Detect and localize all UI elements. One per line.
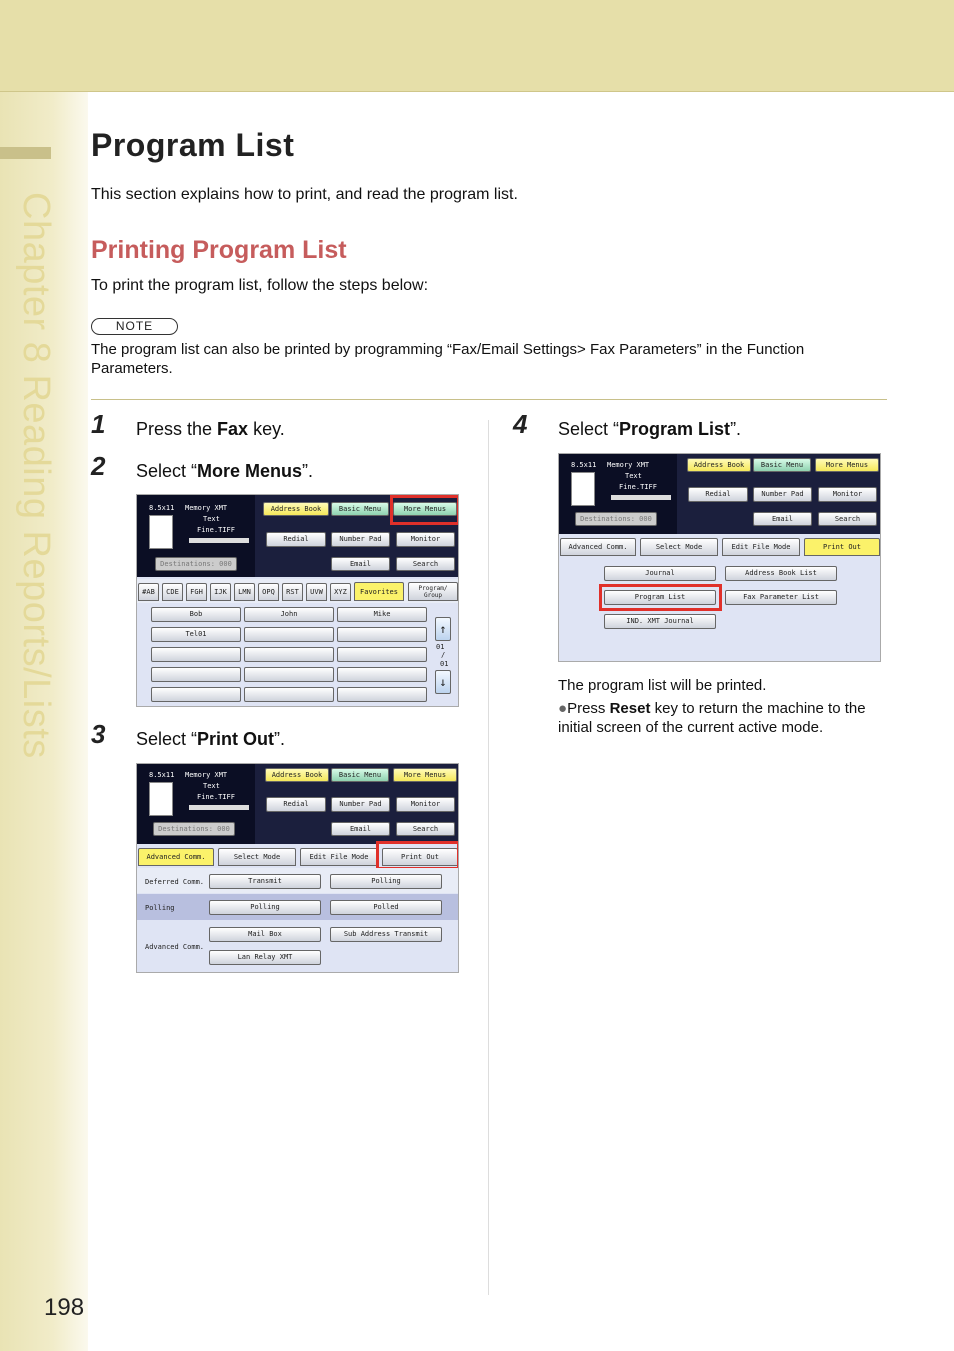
tab-print-out[interactable]: Print Out xyxy=(382,848,458,866)
text-mode: Text xyxy=(203,782,220,790)
more-menus-button[interactable]: More Menus xyxy=(815,458,879,472)
paper-size: 8.5x11 xyxy=(149,771,175,779)
contrast-bar xyxy=(611,495,671,500)
entry-button[interactable] xyxy=(244,687,334,702)
divider xyxy=(91,399,887,400)
more-menus-button[interactable]: More Menus xyxy=(393,768,457,782)
memory-xmt: Memory XMT xyxy=(185,771,228,779)
resolution: Fine.TIFF xyxy=(197,793,235,801)
row-label: Polling xyxy=(145,904,175,912)
entry-button[interactable] xyxy=(337,627,427,642)
monitor-button[interactable]: Monitor xyxy=(396,797,455,812)
step-number: 1 xyxy=(91,409,106,439)
tab-edit-file-mode[interactable]: Edit File Mode xyxy=(722,538,800,556)
search-button[interactable]: Search xyxy=(396,822,455,836)
result-text: The program list will be printed. xyxy=(558,677,767,694)
contrast-bar xyxy=(189,538,249,543)
page-title: Program List xyxy=(91,127,295,163)
email-button[interactable]: Email xyxy=(753,512,812,526)
resolution: Fine.TIFF xyxy=(619,483,657,491)
address-book-button[interactable]: Address Book xyxy=(687,458,751,472)
note-badge: NOTE xyxy=(91,318,178,335)
entry-button[interactable] xyxy=(151,667,241,682)
bullet-icon: ● xyxy=(558,700,568,717)
entry-button[interactable]: Tel01 xyxy=(151,627,241,642)
number-pad-button[interactable]: Number Pad xyxy=(331,532,390,547)
tab-advanced-comm[interactable]: Advanced Comm. xyxy=(560,538,636,556)
monitor-button[interactable]: Monitor xyxy=(396,532,455,547)
top-band xyxy=(0,0,954,92)
polling-button[interactable]: Polling xyxy=(209,900,321,915)
entry-button[interactable]: Mike xyxy=(337,607,427,622)
memory-xmt: Memory XMT xyxy=(607,461,650,469)
entry-button[interactable]: John xyxy=(244,607,334,622)
address-book-button[interactable]: Address Book xyxy=(263,502,329,516)
email-button[interactable]: Email xyxy=(331,822,390,836)
basic-menu-button[interactable]: Basic Menu xyxy=(331,502,389,516)
destinations-field: Destinations: 000 xyxy=(153,822,235,836)
document-icon xyxy=(571,472,595,506)
address-book-list-button[interactable]: Address Book List xyxy=(725,566,837,581)
tab-favorites[interactable]: Favorites xyxy=(354,582,404,601)
status-area xyxy=(559,454,677,534)
entry-button[interactable] xyxy=(244,667,334,682)
tab-edit-file-mode[interactable]: Edit File Mode xyxy=(300,848,378,866)
redial-button[interactable]: Redial xyxy=(688,487,748,502)
tab-cde[interactable]: CDE xyxy=(162,583,183,601)
text-mode: Text xyxy=(625,472,642,480)
sub-address-button[interactable]: Sub Address Transmit xyxy=(330,927,442,942)
steps-intro: To print the program list, follow the steps below: xyxy=(91,277,429,294)
address-book-button[interactable]: Address Book xyxy=(265,768,329,782)
document-icon xyxy=(149,515,173,549)
step-4-text: Select “Program List”. xyxy=(558,419,742,439)
column-divider xyxy=(488,420,489,1295)
status-area xyxy=(137,764,255,844)
mail-box-button[interactable]: Mail Box xyxy=(209,927,321,942)
tab-lmn[interactable]: LMN xyxy=(234,583,255,601)
destinations-field: Destinations: 000 xyxy=(155,557,237,571)
tab-opq[interactable]: OPQ xyxy=(258,583,279,601)
number-pad-button[interactable]: Number Pad xyxy=(753,487,812,502)
fax-parameter-list-button[interactable]: Fax Parameter List xyxy=(725,590,837,605)
redial-button[interactable]: Redial xyxy=(266,532,326,547)
entry-button[interactable] xyxy=(337,687,427,702)
step-2-text: Select “More Menus”. xyxy=(136,461,314,481)
tab-ijk[interactable]: IJK xyxy=(210,583,231,601)
basic-menu-button[interactable]: Basic Menu xyxy=(753,458,811,472)
resolution: Fine.TIFF xyxy=(197,526,235,534)
status-area xyxy=(137,495,255,577)
polled-button[interactable]: Polled xyxy=(330,900,442,915)
entry-button[interactable] xyxy=(337,647,427,662)
section-title: Printing Program List xyxy=(91,236,347,264)
result-bullet: ●Press Reset key to return the machine to the initial screen of the current active mode. xyxy=(558,700,866,736)
memory-xmt: Memory XMT xyxy=(185,504,228,512)
tab-ab[interactable]: #AB xyxy=(138,583,159,601)
tab-advanced-comm[interactable]: Advanced Comm. xyxy=(138,848,214,866)
row-label: Advanced Comm. xyxy=(145,943,205,951)
screen-program-list xyxy=(558,453,881,662)
highlight-box xyxy=(390,495,459,525)
page-current: 01 xyxy=(436,643,445,651)
intro-text: This section explains how to print, and read the program list. xyxy=(91,186,518,203)
monitor-button[interactable]: Monitor xyxy=(818,487,877,502)
number-pad-button[interactable]: Number Pad xyxy=(331,797,390,812)
entry-button[interactable] xyxy=(337,667,427,682)
paper-size: 8.5x11 xyxy=(149,504,175,512)
screen-more-menus xyxy=(136,494,459,707)
chapter-label: Chapter 8 Reading Reports/Lists xyxy=(15,192,57,759)
search-button[interactable]: Search xyxy=(818,512,877,526)
step-number: 2 xyxy=(91,451,106,481)
ind-xmt-journal-button[interactable]: IND. XMT Journal xyxy=(604,614,716,629)
text-mode: Text xyxy=(203,515,220,523)
destinations-field: Destinations: 000 xyxy=(575,512,657,526)
tab-select-mode[interactable]: Select Mode xyxy=(640,538,718,556)
page-separator: / xyxy=(441,651,446,659)
row-label: Deferred Comm. xyxy=(145,878,205,886)
redial-button[interactable]: Redial xyxy=(266,797,326,812)
entry-button[interactable] xyxy=(151,647,241,662)
tab-program-group[interactable]: Program/ Group xyxy=(408,582,458,601)
entry-button[interactable] xyxy=(244,627,334,642)
screen-print-out xyxy=(136,763,459,973)
highlight-box xyxy=(376,841,459,870)
contrast-bar xyxy=(189,805,249,810)
scroll-down-icon[interactable]: ↓ xyxy=(435,670,451,694)
tab-xyz[interactable]: XYZ xyxy=(330,583,351,601)
transmit-button[interactable]: Transmit xyxy=(209,874,321,889)
step-1-text: Press the Fax key. xyxy=(136,419,285,439)
entry-button[interactable]: Bob xyxy=(151,607,241,622)
page-number: 198 xyxy=(44,1294,85,1321)
email-button[interactable]: Email xyxy=(331,557,390,571)
step-number: 4 xyxy=(513,409,528,439)
tab-fgh[interactable]: FGH xyxy=(186,583,207,601)
entry-button[interactable] xyxy=(244,647,334,662)
step-number: 3 xyxy=(91,719,106,749)
tab-uvw[interactable]: UVW xyxy=(306,583,327,601)
highlight-box xyxy=(599,584,722,611)
step-3-text: Select “Print Out”. xyxy=(136,729,286,749)
polling-button[interactable]: Polling xyxy=(330,874,442,889)
entry-button[interactable] xyxy=(151,687,241,702)
tab-select-mode[interactable]: Select Mode xyxy=(218,848,296,866)
lan-relay-button[interactable]: Lan Relay XMT xyxy=(209,950,321,965)
tab-rst[interactable]: RST xyxy=(282,583,303,601)
paper-size: 8.5x11 xyxy=(571,461,597,469)
search-button[interactable]: Search xyxy=(396,557,455,571)
more-menus-button[interactable]: More Menus xyxy=(393,502,457,516)
chapter-marker xyxy=(0,147,51,159)
document-icon xyxy=(149,782,173,816)
scroll-up-icon[interactable]: ↑ xyxy=(435,617,451,641)
journal-button[interactable]: Journal xyxy=(604,566,716,581)
basic-menu-button[interactable]: Basic Menu xyxy=(331,768,389,782)
tab-print-out[interactable]: Print Out xyxy=(804,538,880,556)
page-total: 01 xyxy=(440,660,449,668)
note-text: The program list can also be printed by programming “Fax/Email Settings> Fax Parameters” in the Function Parameters. xyxy=(91,341,805,377)
program-list-button[interactable]: Program List xyxy=(604,590,716,605)
